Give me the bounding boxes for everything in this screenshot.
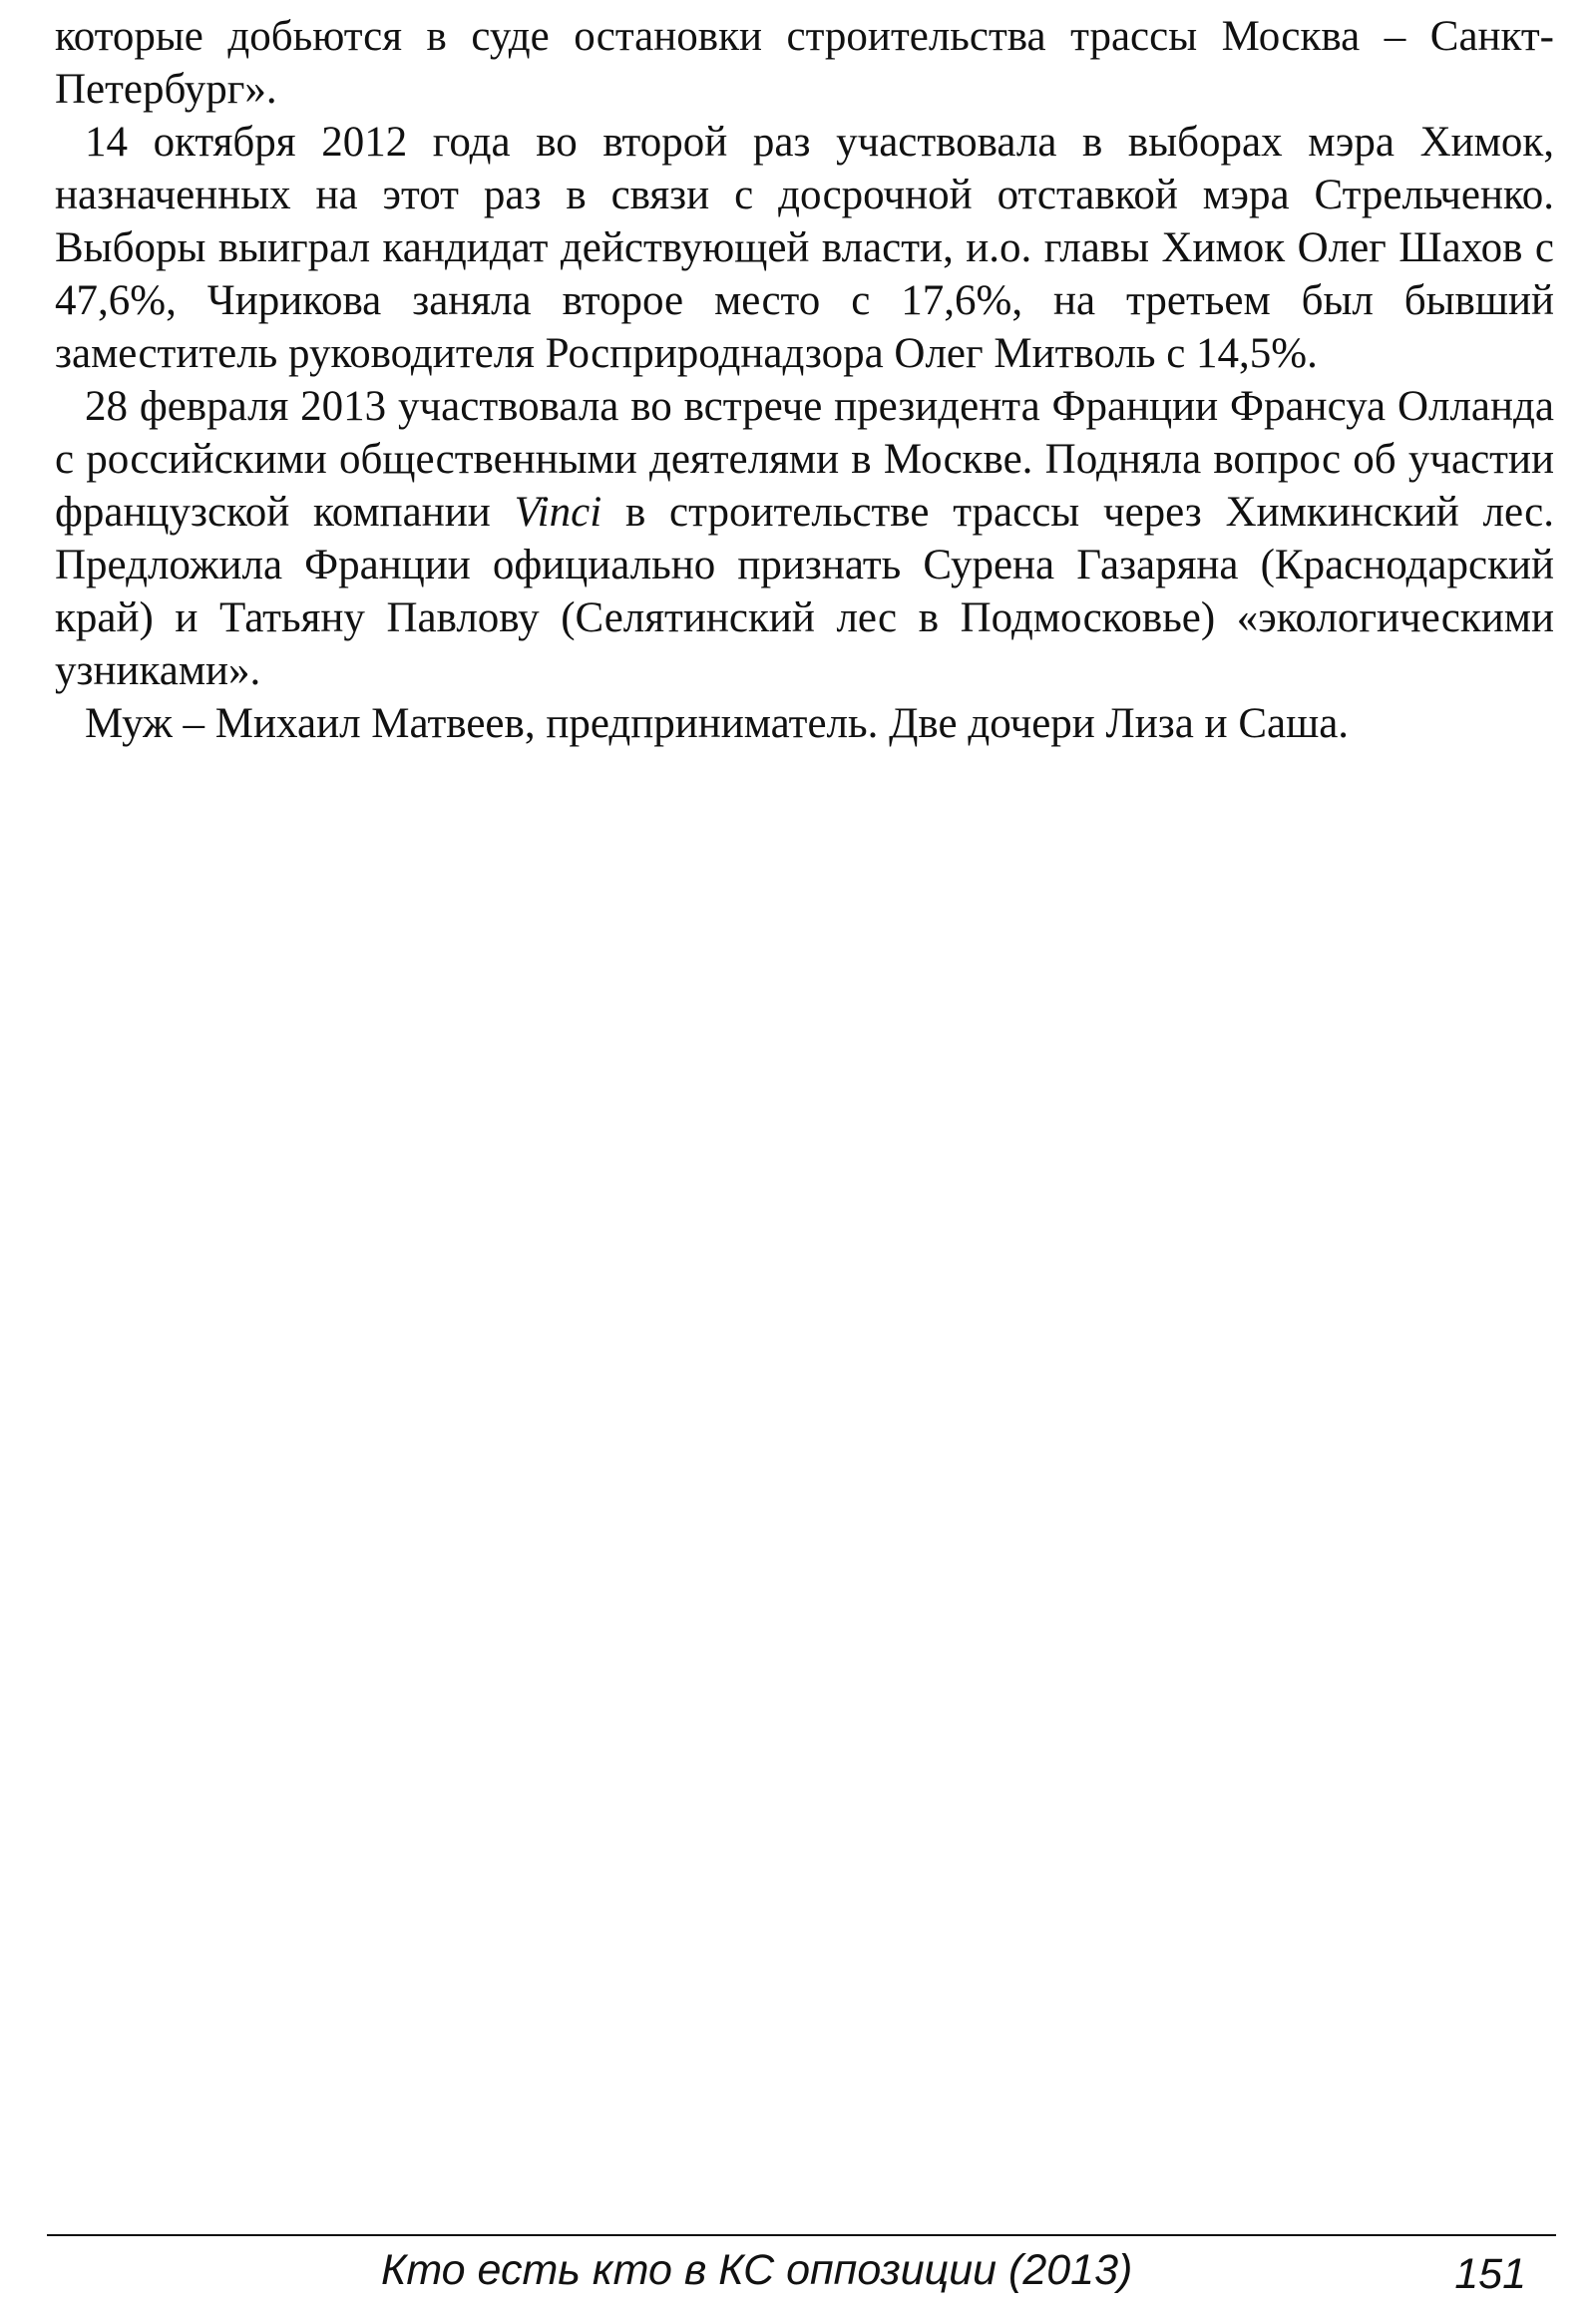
paragraph-hollande-meeting (55, 380, 1554, 697)
paragraph-family: Муж – Михаил Матвеев, предприниматель. Две дочери Лиза и Саша. (85, 700, 1350, 747)
body-text (55, 10, 1554, 750)
paragraph-elections: 14 октября 2012 года во второй раз участвовала в выборах мэра Химок, назначенных на этот раз в связи с досрочной отставкой мэра Стрельченко. Выборы выиграл кандидат действующей власти, и.о. главы Химок Олег Шахов с 47,6%, Чирикова заняла второе место с 17,6%, на третьем был бывший заместитель руководителя Росприроднадзора Олег Митволь с 14,5%. (55, 119, 1554, 377)
paragraph-text-after: в строительстве трассы через Химкинский лес. Предложила Франции официально признать Сурена Газаряна (Краснодарский край) и Татьяну Павлову (Селятинский лес в Подмосковье) «экологическими узниками». (55, 489, 1555, 694)
paragraph-continuation: которые добьются в суде остановки строительства трассы Москва – Санкт-Петербург». (55, 13, 1554, 113)
page-footer (47, 2242, 1556, 2302)
paragraph-text-before: 28 февраля 2013 участвовала во встрече президента Франции Франсуа Олланда с российскими общественными деятелями в Москве. Подняла вопрос об участии французской компании (55, 383, 1554, 536)
page-number: 151 (1454, 2250, 1526, 2298)
company-name: Vinci (514, 489, 602, 536)
footer-title: Кто есть кто в КС оппозиции (2013) (381, 2246, 1133, 2294)
footer-divider (47, 2234, 1556, 2236)
